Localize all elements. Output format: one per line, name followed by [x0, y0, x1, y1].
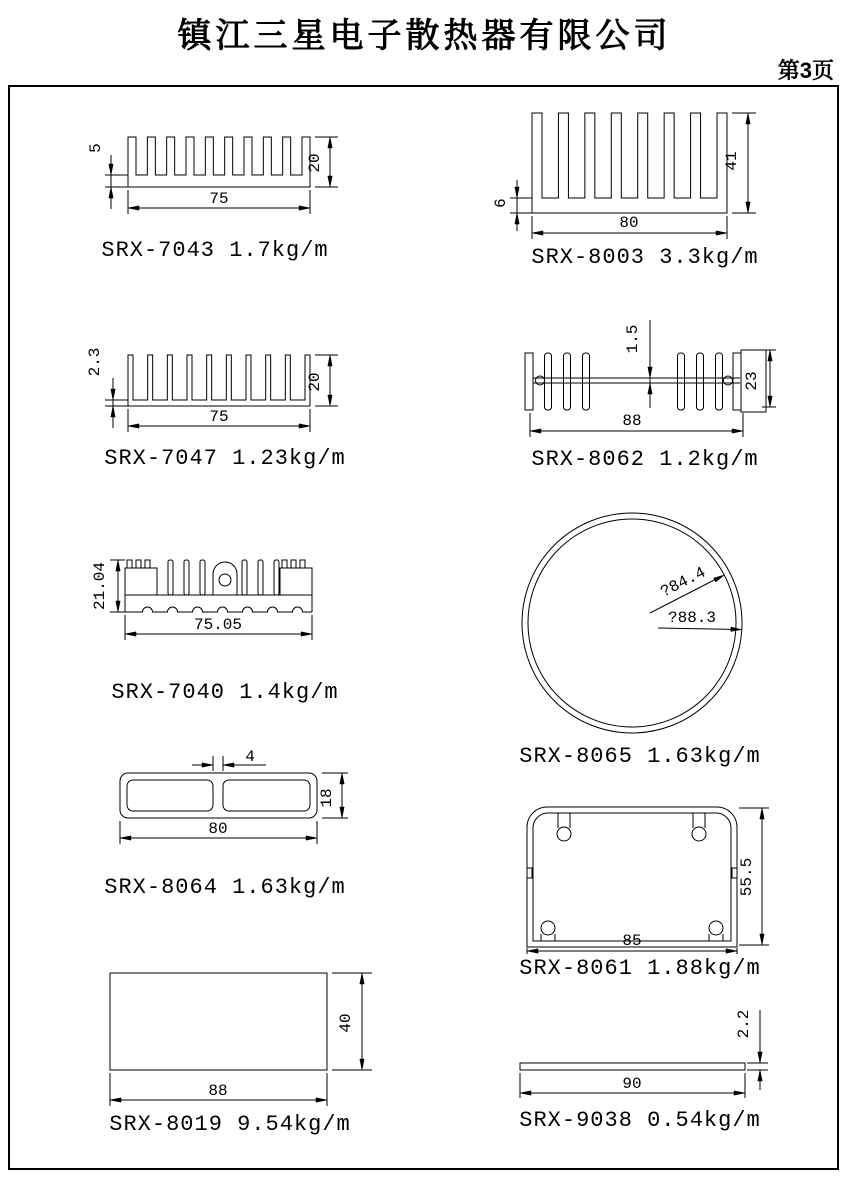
- dim-inner-diameter: ?84.4: [657, 563, 709, 602]
- dim-width: 75: [209, 408, 229, 426]
- product-block-srx-8019: [80, 950, 380, 1142]
- dim-height: 21.04: [91, 561, 109, 611]
- product-label: SRX-7043 1.7kg/m: [101, 238, 329, 263]
- dim-height: 55.5: [738, 857, 756, 897]
- dim-outer-diameter: ?88.3: [667, 609, 717, 627]
- product-block-srx-8062: [480, 315, 810, 483]
- product-block-srx-8065: [490, 500, 790, 776]
- product-block-srx-7040: [80, 540, 370, 712]
- dim-height: 40: [337, 1013, 355, 1033]
- product-label: SRX-8061 1.88kg/m: [519, 956, 761, 981]
- product-block-srx-8064: [80, 740, 370, 906]
- dim-height: 20: [306, 153, 324, 173]
- product-block-srx-8061: [490, 780, 790, 988]
- page-number: 第3页: [777, 58, 834, 83]
- product-label: SRX-7047 1.23kg/m: [104, 446, 346, 471]
- profile-geometry: [120, 756, 348, 844]
- dim-base-thickness: 5: [87, 143, 105, 153]
- profile-geometry: [520, 1010, 768, 1098]
- drawing-srx-8064: [80, 740, 370, 850]
- profile-geometry: [525, 320, 776, 437]
- drawing-srx-8061: [490, 780, 790, 954]
- drawing-srx-8062: [480, 315, 810, 443]
- dim-width: 90: [622, 1075, 642, 1093]
- dim-width: 85: [622, 932, 642, 950]
- drawing-srx-9038: [490, 990, 790, 1102]
- product-label: SRX-9038 0.54kg/m: [519, 1108, 761, 1133]
- dim-base-thickness: 6: [492, 198, 510, 208]
- product-label: SRX-7040 1.4kg/m: [111, 680, 339, 705]
- dim-width: 80: [208, 820, 228, 838]
- product-label: SRX-8003 3.3kg/m: [531, 245, 759, 270]
- dim-height: 41: [723, 151, 741, 171]
- dim-base-thickness: 2.3: [86, 347, 104, 377]
- dim-width: 75.05: [193, 616, 243, 634]
- profile-geometry: [110, 973, 372, 1106]
- profile-geometry: [527, 807, 769, 954]
- product-label: SRX-8062 1.2kg/m: [531, 447, 759, 472]
- drawing-srx-8019: [80, 950, 380, 1108]
- product-label: SRX-8019 9.54kg/m: [109, 1112, 351, 1137]
- dim-thickness: 2.2: [735, 1009, 753, 1039]
- dim-width: 88: [208, 1082, 228, 1100]
- drawing-srx-8065: [490, 500, 790, 742]
- dim-width: 88: [622, 412, 642, 430]
- drawing-srx-7047: [80, 320, 370, 442]
- drawing-srx-8003: [480, 95, 810, 243]
- product-block-srx-8003: [480, 95, 810, 280]
- dim-height: 20: [306, 372, 324, 392]
- company-title: 镇江三星电子散热器有限公司: [177, 17, 672, 55]
- product-label: SRX-8065 1.63kg/m: [519, 744, 761, 769]
- product-label: SRX-8064 1.63kg/m: [104, 875, 346, 900]
- dim-height: 23: [743, 371, 761, 391]
- product-block-srx-7043: [70, 100, 360, 272]
- product-block-srx-7047: [80, 320, 370, 480]
- dim-width: 75: [209, 190, 229, 208]
- dim-width: 80: [619, 214, 639, 232]
- dim-web-width: 4: [245, 748, 255, 766]
- dim-height: 18: [318, 788, 336, 808]
- drawing-srx-7040: [80, 540, 370, 648]
- drawing-srx-7043: [70, 100, 360, 240]
- product-block-srx-9038: [490, 990, 790, 1140]
- dim-web-thickness: 1.5: [624, 324, 642, 354]
